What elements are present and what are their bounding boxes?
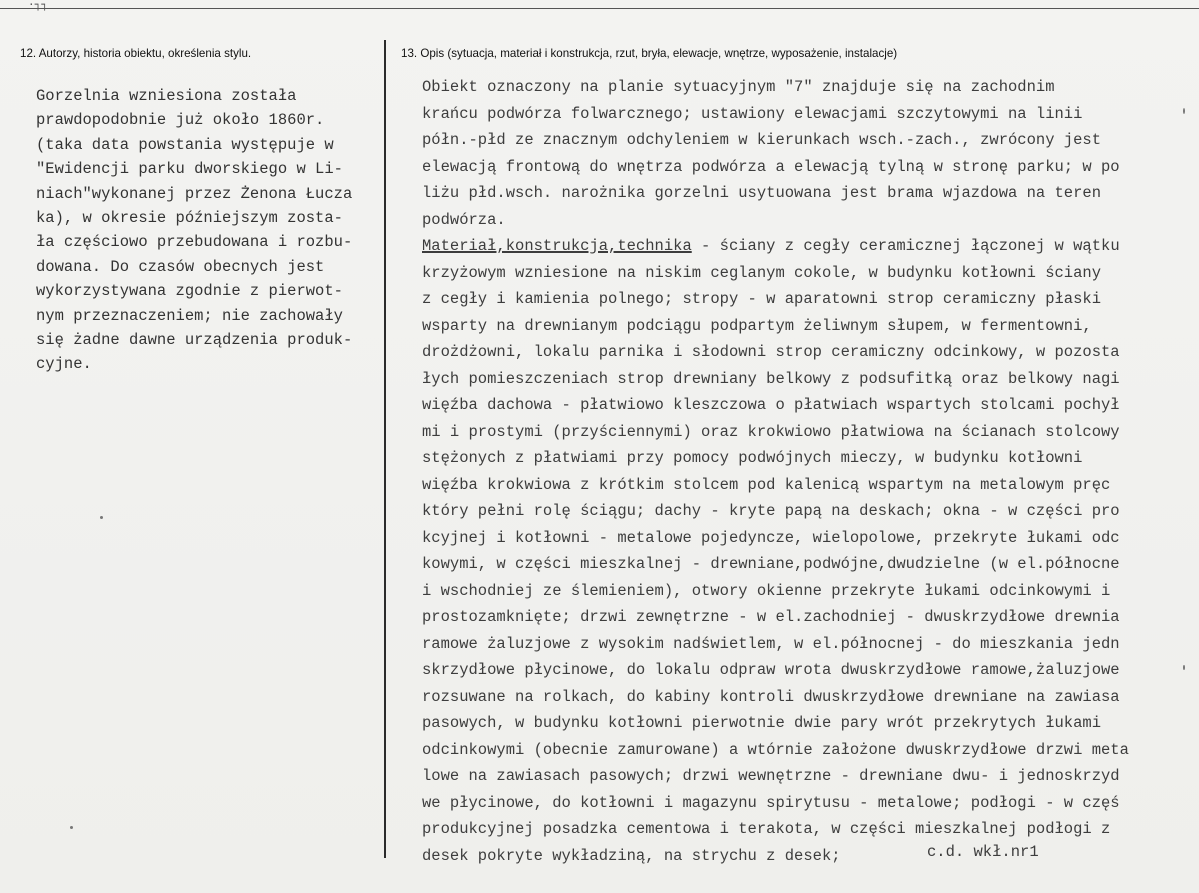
- corner-mark: ·┐┐: [28, 0, 48, 11]
- scan-speck: [1183, 665, 1185, 670]
- top-rule: [0, 0, 1199, 9]
- material-heading: Materiał,konstrukcja,technika: [422, 237, 692, 255]
- text-line: stężonych z płatwiami przy pomocy podwójnych mieczy, w budynku kotłowni: [422, 449, 1083, 467]
- text-line: Gorzelnia wzniesiona została: [36, 87, 297, 105]
- scan-speck: [100, 516, 103, 519]
- text-line: z cegły i kamienia polnego; stropy - w aparatowni strop ceramiczny płaski: [422, 290, 1102, 308]
- text-line: prawdopodobnie już około 1860r.: [36, 111, 325, 130]
- text-line: podwórza.: [422, 210, 506, 229]
- text-line: drożdżowni, lokalu parnika i słodowni strop ceramiczny odcinkowy, w pozosta: [422, 343, 1120, 361]
- text-line: niach"wykonanej przez Żenona Łucza: [36, 184, 353, 203]
- section-12-text: [36, 84, 376, 377]
- text-line: mi i prostymi (przyściennymi) oraz krokwiowo płatwiowa na ścianach stolcowy: [422, 422, 1120, 441]
- text-line: pasowych, w budynku kotłowni pierwotnie dwie pary wrót przekrytych łukami: [422, 714, 1102, 732]
- section-13-text: [422, 74, 1198, 869]
- text-line: prostozamknięte; drzwi zewnętrzne - w el.zachodniej - dwuskrzydłowe drewnia: [422, 608, 1120, 626]
- text-line: nym przeznaczeniem; nie zachowały: [36, 306, 343, 325]
- text-line: łych pomieszczeniach strop drewniany belkowy z podsufitką oraz belkowy nagi: [422, 369, 1120, 388]
- text-line: ramowe żaluzjowe z wysokim nadświetlem, w el.północnej - do mieszkania jedn: [422, 634, 1120, 653]
- text-line: wsparty na drewnianym podciągu podpartym żeliwnym słupem, w fermentowni,: [422, 316, 1092, 335]
- text-line: desek pokryte wykładziną, na strychu z desek;: [422, 846, 841, 865]
- scan-speck: [1183, 108, 1185, 114]
- section-13-title: 13. Opis (sytuacja, materiał i konstrukcja, rzut, bryła, elewacje, wnętrze, wyposażenie, instalacje): [401, 47, 898, 60]
- text-line: ka), w okresie późniejszym zosta-: [36, 209, 343, 228]
- text-line: i wschodniej ze ślemieniem), otwory okienne przekryte łukami odcinkowymi i: [422, 581, 1111, 600]
- text-line: odcinkowymi (obecnie zamurowane) a wtórnie założone dwuskrzydłowe drzwi meta: [422, 740, 1129, 759]
- text-line: cyjne.: [36, 355, 92, 374]
- text-line: elewacją frontową do wnętrza podwórza a elewacją tylną w stronę parku; w po: [422, 157, 1120, 176]
- text-line: krańcu podwórza folwarcznego; ustawiony elewacjami szczytowymi na linii: [422, 104, 1083, 123]
- text-line: produkcyjnej posadzka cementowa i terakota, w części mieszkalnej podłogi z: [422, 820, 1111, 838]
- text-line: rozsuwane na rolkach, do kabiny kontroli dwuskrzydłowe drewniane na zawiasa: [422, 687, 1120, 706]
- text-line: "Ewidencji parku dworskiego w Li-: [36, 160, 343, 179]
- text-line: więźba krokwiowa z krótkim stolcem pod kalenicą wspartym na metalowym pręc: [422, 475, 1111, 494]
- text-line: skrzydłowe płycinowe, do lokalu odpraw wrota dwuskrzydłowe ramowe,żaluzjowe: [422, 661, 1120, 679]
- text-line: dowana. Do czasów obecnych jest: [36, 257, 325, 276]
- text-line: kcyjnej i kotłowni - metalowe pojedyncze, wielopolowe, przekryte łukami odc: [422, 528, 1120, 547]
- text-line: (taka data powstania występuje w: [36, 135, 334, 154]
- text-line: który pełni rolę ściągu; dachy - kryte papą na deskach; okna - w części pro: [422, 502, 1120, 520]
- text-line: kowymi, w części mieszkalnej - drewniane,podwójne,dwudzielne (w el.północne: [422, 555, 1120, 573]
- text-line: więźba dachowa - płatwiowo kleszczowa o płatwiach wspartych stolcami pochył: [422, 396, 1120, 414]
- text-line-rest: - ściany z cegły ceramicznej łączonej w wątku: [691, 237, 1120, 255]
- text-line: Obiekt oznaczony na planie sytuacyjnym "7" znajduje się na zachodnim: [422, 78, 1055, 96]
- text-line: się żadne dawne urządzenia produk-: [36, 331, 353, 350]
- text-line: ła częściowo przebudowana i rozbu-: [36, 233, 353, 252]
- section-12-title: 12. Autorzy, historia obiektu, określenia stylu.: [20, 47, 252, 60]
- column-divider: [384, 40, 386, 858]
- text-line: we płycinowe, do kotłowni i magazynu spirytusu - metalowe; podłogi - w częś: [422, 793, 1120, 812]
- text-line: wykorzystywana zgodnie z pierwot-: [36, 282, 343, 301]
- scan-speck: [70, 826, 73, 829]
- text-line: liżu płd.wsch. narożnika gorzelni usytuowana jest brama wjazdowa na teren: [422, 184, 1102, 202]
- continuation-note: c.d. wkł.nr1: [927, 843, 1039, 861]
- text-line: półn.-płd ze znacznym odchyleniem w kierunkach wsch.-zach., zwrócony jest: [422, 131, 1102, 149]
- text-line: lowe na zawiasach pasowych; drzwi wewnętrzne - drewniane dwu- i jednoskrzyd: [422, 767, 1120, 785]
- text-line: krzyżowym wzniesione na niskim ceglanym cokole, w budynku kotłowni ściany: [422, 263, 1102, 282]
- text-line-with-heading: [422, 233, 1198, 260]
